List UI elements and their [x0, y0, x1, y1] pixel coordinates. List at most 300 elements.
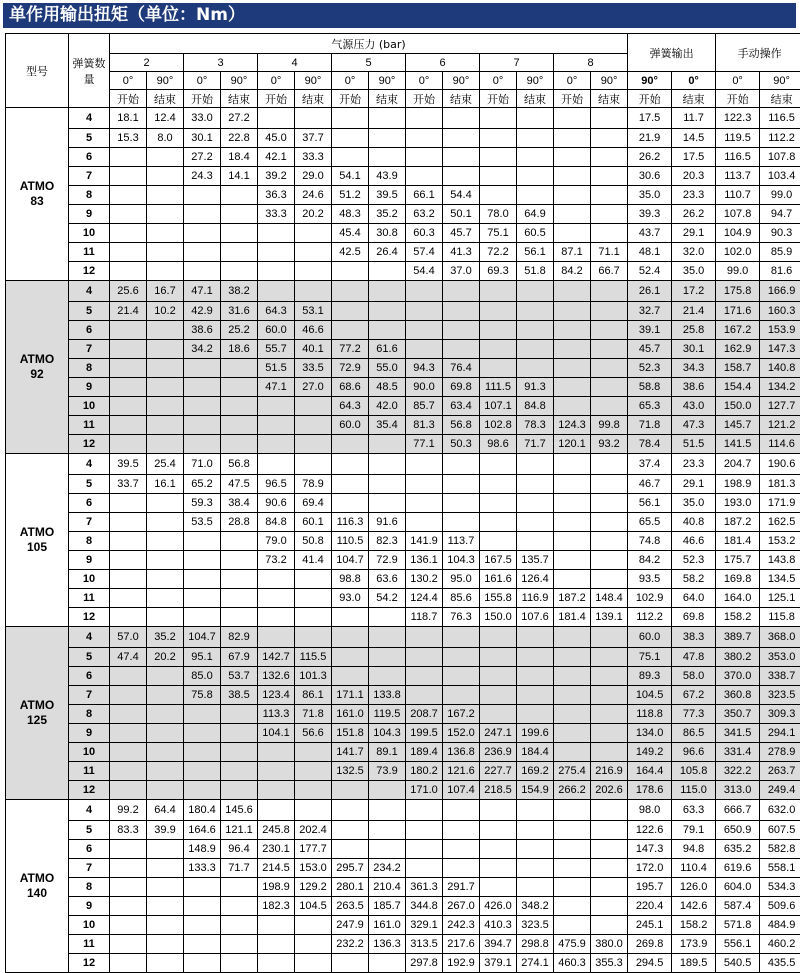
torque-cell: 77.2 [332, 340, 369, 359]
torque-cell [443, 513, 480, 532]
torque-cell [295, 262, 332, 281]
torque-cell: 169.8 [716, 570, 760, 589]
torque-cell [591, 627, 628, 648]
torque-cell: 41.4 [295, 551, 332, 570]
angle-header: 90° [443, 72, 480, 90]
torque-cell [184, 435, 221, 454]
torque-cell: 133.3 [184, 859, 221, 878]
torque-cell: 61.6 [369, 340, 406, 359]
torque-cell [221, 186, 258, 205]
spring-qty: 9 [69, 897, 110, 916]
torque-cell: 93.5 [628, 570, 672, 589]
torque-cell: 74.8 [628, 532, 672, 551]
torque-cell: 632.0 [760, 800, 800, 821]
torque-cell: 124.3 [554, 416, 591, 435]
torque-cell [443, 108, 480, 129]
spring-qty: 5 [69, 821, 110, 840]
torque-cell: 18.1 [110, 108, 147, 129]
torque-cell [147, 589, 184, 608]
torque-cell: 619.6 [716, 859, 760, 878]
torque-cell: 98.0 [628, 800, 672, 821]
torque-cell: 389.7 [716, 627, 760, 648]
torque-cell: 58.8 [628, 378, 672, 397]
torque-cell [406, 475, 443, 494]
angle-header: 90° [591, 72, 628, 90]
torque-cell: 355.3 [591, 954, 628, 973]
angle-header: 0° [672, 72, 716, 90]
torque-cell [591, 378, 628, 397]
torque-cell: 60.0 [628, 627, 672, 648]
torque-cell [110, 686, 147, 705]
torque-cell [332, 954, 369, 973]
torque-cell [332, 454, 369, 475]
torque-cell: 105.8 [672, 762, 716, 781]
torque-cell [554, 570, 591, 589]
torque-cell: 18.4 [221, 148, 258, 167]
torque-cell: 50.1 [443, 205, 480, 224]
torque-cell: 91.6 [369, 513, 406, 532]
table-row [6, 243, 800, 262]
angle-header: 0° [554, 72, 591, 90]
spring-qty: 6 [69, 494, 110, 513]
torque-cell: 202.6 [591, 781, 628, 800]
pressure-7-header: 7 [480, 54, 554, 72]
torque-cell [591, 724, 628, 743]
torque-cell: 294.1 [760, 724, 800, 743]
torque-cell [221, 378, 258, 397]
angle-header: 0° [110, 72, 147, 90]
table-row [6, 821, 800, 840]
torque-cell: 587.4 [716, 897, 760, 916]
torque-cell [110, 897, 147, 916]
angle-header: 90° [147, 72, 184, 90]
torque-cell [110, 705, 147, 724]
table-row [6, 475, 800, 494]
torque-cell: 53.1 [295, 302, 332, 321]
torque-cell: 33.0 [184, 108, 221, 129]
torque-cell: 175.7 [716, 551, 760, 570]
torque-cell: 69.4 [295, 494, 332, 513]
torque-cell [258, 416, 295, 435]
torque-cell [369, 494, 406, 513]
torque-cell: 51.8 [517, 262, 554, 281]
torque-cell: 338.7 [760, 667, 800, 686]
torque-cell [110, 954, 147, 973]
header-model: 型号 [6, 34, 69, 108]
torque-cell [184, 608, 221, 627]
torque-cell: 99.0 [716, 262, 760, 281]
table-row [6, 321, 800, 340]
torque-cell: 66.7 [591, 262, 628, 281]
torque-cell: 42.5 [332, 243, 369, 262]
torque-cell [258, 435, 295, 454]
torque-cell: 121.1 [221, 821, 258, 840]
torque-cell: 169.2 [517, 762, 554, 781]
torque-cell: 134.0 [628, 724, 672, 743]
torque-cell [295, 743, 332, 762]
torque-cell [591, 513, 628, 532]
state-header: 结束 [443, 90, 480, 108]
torque-cell: 210.4 [369, 878, 406, 897]
torque-cell: 141.5 [716, 435, 760, 454]
torque-cell: 54.1 [332, 167, 369, 186]
torque-cell [147, 167, 184, 186]
torque-cell: 368.0 [760, 627, 800, 648]
torque-cell: 63.3 [672, 800, 716, 821]
torque-cell: 75.1 [480, 224, 517, 243]
torque-cell [591, 570, 628, 589]
torque-cell [110, 532, 147, 551]
torque-cell [110, 243, 147, 262]
torque-cell [147, 378, 184, 397]
state-header: 开始 [406, 90, 443, 108]
model-size: 92 [30, 367, 43, 381]
torque-cell: 162.5 [760, 513, 800, 532]
torque-cell [369, 454, 406, 475]
torque-cell: 242.3 [443, 916, 480, 935]
torque-cell [258, 935, 295, 954]
torque-cell: 38.3 [672, 627, 716, 648]
torque-cell [147, 935, 184, 954]
spring-qty: 7 [69, 859, 110, 878]
torque-cell: 112.2 [628, 608, 672, 627]
spring-qty: 4 [69, 108, 110, 129]
torque-cell [369, 821, 406, 840]
torque-cell [406, 513, 443, 532]
state-header: 开始 [184, 90, 221, 108]
torque-cell: 71.8 [628, 416, 672, 435]
torque-cell: 126.4 [517, 570, 554, 589]
torque-cell: 166.9 [760, 281, 800, 302]
torque-cell [147, 148, 184, 167]
torque-cell: 27.2 [221, 108, 258, 129]
torque-cell: 151.8 [332, 724, 369, 743]
table-row [6, 570, 800, 589]
torque-cell: 650.9 [716, 821, 760, 840]
torque-cell [554, 186, 591, 205]
torque-cell: 113.7 [716, 167, 760, 186]
torque-cell [258, 627, 295, 648]
state-header: 结束 [672, 90, 716, 108]
torque-cell: 51.2 [332, 186, 369, 205]
torque-cell [406, 108, 443, 129]
model-size: 105 [27, 540, 47, 554]
torque-cell: 187.2 [554, 589, 591, 608]
torque-cell [369, 648, 406, 667]
torque-cell [147, 359, 184, 378]
torque-cell [480, 627, 517, 648]
torque-cell [554, 148, 591, 167]
spring-qty: 8 [69, 705, 110, 724]
torque-cell: 51.5 [258, 359, 295, 378]
torque-cell: 84.2 [554, 262, 591, 281]
torque-cell: 42.0 [369, 397, 406, 416]
torque-cell [110, 167, 147, 186]
torque-cell: 78.4 [628, 435, 672, 454]
torque-cell: 150.0 [480, 608, 517, 627]
table-row [6, 589, 800, 608]
torque-cell: 167.5 [480, 551, 517, 570]
torque-cell [110, 781, 147, 800]
torque-cell [480, 129, 517, 148]
torque-cell [443, 859, 480, 878]
torque-cell: 84.2 [628, 551, 672, 570]
torque-cell: 45.0 [258, 129, 295, 148]
torque-cell: 132.6 [258, 667, 295, 686]
torque-cell: 558.1 [760, 859, 800, 878]
torque-cell: 571.8 [716, 916, 760, 935]
model-name [6, 281, 69, 454]
torque-cell: 43.7 [628, 224, 672, 243]
pressure-5-header: 5 [332, 54, 406, 72]
torque-cell: 245.8 [258, 821, 295, 840]
torque-cell [147, 224, 184, 243]
torque-cell: 38.2 [221, 281, 258, 302]
torque-cell [517, 475, 554, 494]
torque-cell: 104.3 [443, 551, 480, 570]
torque-cell: 94.3 [406, 359, 443, 378]
pressure-2-header: 2 [110, 54, 184, 72]
torque-cell: 30.6 [628, 167, 672, 186]
torque-cell: 136.8 [443, 743, 480, 762]
torque-cell [369, 435, 406, 454]
torque-cell [554, 532, 591, 551]
torque-cell [480, 800, 517, 821]
torque-cell: 39.1 [628, 321, 672, 340]
torque-cell: 104.7 [184, 627, 221, 648]
torque-cell [517, 532, 554, 551]
torque-cell: 295.7 [332, 859, 369, 878]
torque-cell: 60.5 [517, 224, 554, 243]
torque-cell: 136.3 [369, 935, 406, 954]
torque-cell: 249.4 [760, 781, 800, 800]
torque-cell [258, 762, 295, 781]
torque-cell [591, 397, 628, 416]
torque-cell: 232.2 [332, 935, 369, 954]
torque-cell: 72.2 [480, 243, 517, 262]
model-series: ATMO [20, 871, 54, 885]
torque-cell [221, 954, 258, 973]
torque-cell [480, 475, 517, 494]
torque-cell: 484.9 [760, 916, 800, 935]
state-header: 结束 [760, 90, 800, 108]
torque-cell [258, 108, 295, 129]
angle-header: 0° [406, 72, 443, 90]
torque-cell [110, 359, 147, 378]
table-row [6, 532, 800, 551]
torque-cell: 154.9 [517, 781, 554, 800]
torque-cell [258, 243, 295, 262]
torque-cell [591, 648, 628, 667]
torque-cell: 153.0 [295, 859, 332, 878]
torque-cell [591, 475, 628, 494]
torque-cell: 39.2 [258, 167, 295, 186]
torque-cell: 46.7 [628, 475, 672, 494]
spring-qty: 4 [69, 454, 110, 475]
torque-cell [295, 281, 332, 302]
torque-cell: 107.6 [517, 608, 554, 627]
torque-cell: 344.8 [406, 897, 443, 916]
table-row [6, 781, 800, 800]
torque-cell: 39.3 [628, 205, 672, 224]
torque-cell: 98.6 [480, 435, 517, 454]
torque-cell: 42.1 [258, 148, 295, 167]
torque-cell: 208.7 [406, 705, 443, 724]
torque-cell: 72.9 [332, 359, 369, 378]
angle-header: 0° [480, 72, 517, 90]
torque-cell [591, 205, 628, 224]
torque-cell: 67.9 [221, 648, 258, 667]
torque-cell: 52.3 [628, 359, 672, 378]
torque-cell: 29.1 [672, 224, 716, 243]
torque-cell [295, 243, 332, 262]
state-header: 结束 [295, 90, 332, 108]
torque-cell: 83.3 [110, 821, 147, 840]
torque-cell [184, 878, 221, 897]
torque-cell [110, 262, 147, 281]
torque-cell [480, 686, 517, 705]
spring-qty: 6 [69, 321, 110, 340]
torque-cell [184, 897, 221, 916]
torque-cell: 30.8 [369, 224, 406, 243]
torque-cell [295, 762, 332, 781]
torque-cell [517, 840, 554, 859]
torque-cell [147, 416, 184, 435]
torque-cell: 158.2 [716, 608, 760, 627]
torque-cell [517, 281, 554, 302]
model-name [6, 454, 69, 627]
torque-cell: 35.4 [369, 416, 406, 435]
torque-cell [554, 627, 591, 648]
torque-cell [332, 667, 369, 686]
torque-cell [369, 781, 406, 800]
torque-cell [110, 551, 147, 570]
torque-cell [332, 129, 369, 148]
torque-cell: 120.1 [554, 435, 591, 454]
torque-cell [591, 821, 628, 840]
torque-cell: 32.0 [672, 243, 716, 262]
torque-cell: 65.3 [628, 397, 672, 416]
torque-cell [591, 878, 628, 897]
torque-cell [332, 108, 369, 129]
torque-table [5, 33, 800, 973]
torque-cell: 64.3 [258, 302, 295, 321]
torque-cell: 104.1 [258, 724, 295, 743]
torque-cell [517, 627, 554, 648]
torque-cell: 35.0 [628, 186, 672, 205]
torque-cell [554, 513, 591, 532]
torque-cell: 426.0 [480, 897, 517, 916]
torque-cell: 35.2 [147, 627, 184, 648]
torque-cell: 171.0 [406, 781, 443, 800]
torque-cell: 164.0 [716, 589, 760, 608]
torque-cell: 160.3 [760, 302, 800, 321]
torque-cell [221, 781, 258, 800]
torque-cell [221, 205, 258, 224]
spring-qty: 9 [69, 551, 110, 570]
torque-cell: 184.4 [517, 743, 554, 762]
torque-cell: 86.1 [295, 686, 332, 705]
torque-cell [517, 667, 554, 686]
torque-cell: 220.4 [628, 897, 672, 916]
page-title: 单作用输出扭矩（单位：Nm） [3, 3, 796, 28]
torque-cell: 129.2 [295, 878, 332, 897]
torque-cell: 379.1 [480, 954, 517, 973]
spring-qty: 10 [69, 743, 110, 762]
torque-cell [517, 648, 554, 667]
state-header: 结束 [517, 90, 554, 108]
torque-cell [517, 454, 554, 475]
torque-cell [184, 532, 221, 551]
torque-cell: 298.8 [517, 935, 554, 954]
table-row [6, 397, 800, 416]
torque-cell: 323.5 [760, 686, 800, 705]
torque-cell: 143.8 [760, 551, 800, 570]
torque-cell: 115.5 [295, 648, 332, 667]
torque-cell [517, 108, 554, 129]
spring-qty: 4 [69, 627, 110, 648]
torque-cell [480, 667, 517, 686]
torque-cell: 202.4 [295, 821, 332, 840]
torque-cell [110, 762, 147, 781]
torque-cell: 43.0 [672, 397, 716, 416]
torque-cell [110, 570, 147, 589]
torque-cell [258, 281, 295, 302]
torque-cell: 26.4 [369, 243, 406, 262]
torque-cell [110, 743, 147, 762]
torque-cell: 193.0 [716, 494, 760, 513]
table-row [6, 513, 800, 532]
torque-cell: 51.5 [672, 435, 716, 454]
torque-cell: 198.9 [258, 878, 295, 897]
torque-cell [147, 916, 184, 935]
torque-cell [443, 321, 480, 340]
torque-cell: 263.5 [332, 897, 369, 916]
torque-cell: 20.2 [147, 648, 184, 667]
torque-cell: 158.7 [716, 359, 760, 378]
torque-cell: 329.1 [406, 916, 443, 935]
torque-cell [517, 302, 554, 321]
torque-cell: 370.0 [716, 667, 760, 686]
torque-cell [406, 281, 443, 302]
torque-cell: 34.2 [184, 340, 221, 359]
torque-cell [110, 608, 147, 627]
torque-cell: 47.5 [221, 475, 258, 494]
torque-cell: 79.1 [672, 821, 716, 840]
torque-cell: 78.3 [517, 416, 554, 435]
torque-cell [406, 302, 443, 321]
table-row [6, 667, 800, 686]
torque-cell [554, 359, 591, 378]
torque-cell: 93.0 [332, 589, 369, 608]
state-header: 开始 [554, 90, 591, 108]
torque-cell [480, 186, 517, 205]
torque-cell: 214.5 [258, 859, 295, 878]
spring-qty: 7 [69, 686, 110, 705]
torque-cell: 323.5 [517, 916, 554, 935]
torque-cell: 93.2 [591, 435, 628, 454]
torque-cell: 604.0 [716, 878, 760, 897]
torque-cell [443, 148, 480, 167]
torque-cell [258, 224, 295, 243]
torque-cell [480, 878, 517, 897]
torque-cell: 118.8 [628, 705, 672, 724]
torque-cell: 60.1 [295, 513, 332, 532]
torque-cell: 313.0 [716, 781, 760, 800]
torque-cell [443, 454, 480, 475]
torque-cell [443, 340, 480, 359]
table-row [6, 724, 800, 743]
